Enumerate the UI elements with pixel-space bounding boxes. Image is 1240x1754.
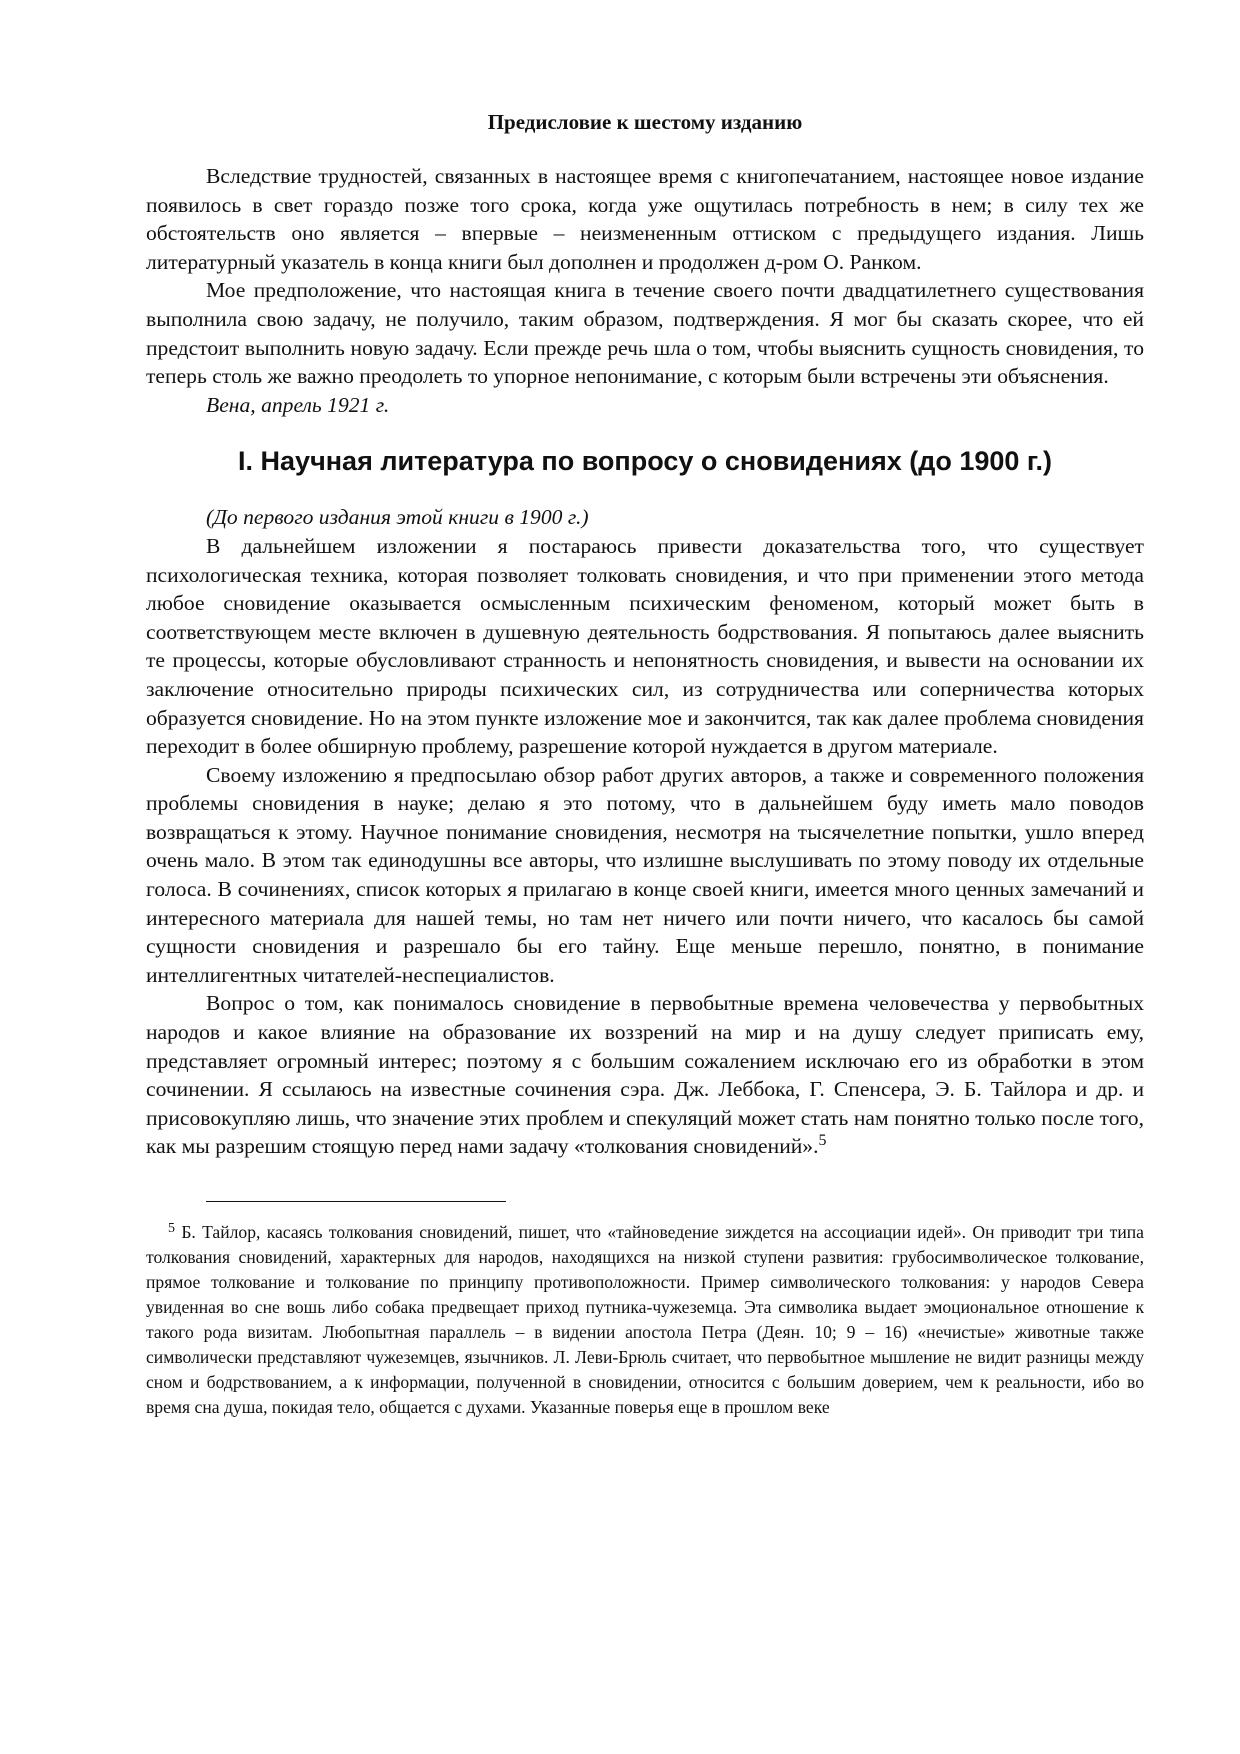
chapter-paragraph-3: [146, 989, 1144, 1161]
footnote-separator: [206, 1201, 506, 1202]
chapter-subtitle: (До первого издания этой книги в 1900 г.): [206, 505, 589, 530]
preface-title: Предисловие к шестому изданию: [487, 110, 803, 134]
preface-date: Вена, апрель 1921 г.: [206, 392, 390, 417]
footnote-text: Б. Тайлор, касаясь толкования сновидений, пишет, что «тайноведение зиждется на ассоциации идей». Он приводит три типа толкования сновидений, характерных для народов, находящихся на низкой ступени развития: грубосимволическое толкование, прямое толкование и толкование по принципу противоположности. Пример символического толкования: у народов Севера увиденная во сне вошь либо собака предвещает приход путника-чужеземца. Эта символика выдает эмоциональное отношение к такого рода визитам. Любопытная параллель – в видении апостола Петра (Деян. 10; 9 – 16) «нечистые» животные также символически представляют чужеземцев, язычников. Л. Леви-Брюль считает, что первобытное мышление не видит разницы между сном и бодрствованием, а к информации, полученной в сновидении, относится с большим доверием, чем к реальности, ибо во время сна душа, покидая тело, общается с духами. Указанные поверья еще в прошлом веке: [146, 1222, 1144, 1417]
preface-paragraph-1: Вследствие трудностей, связанных в настоящее время с книгопечатанием, настоящее новое издание появилось в свет гораздо позже того срока, когда уже ощутилась потребность в нем; в силу тех же обстоятельств оно является – впервые – неизмененным оттиском с предыдущего издания. Лишь литературный указатель в конца книги был дополнен и продолжен д-ром О. Ранком.: [146, 164, 1144, 274]
footnote: [146, 1220, 1144, 1420]
footnote-mark: 5: [168, 1221, 175, 1236]
footnote-reference[interactable]: 5: [818, 1132, 827, 1150]
preface-paragraph-2: Мое предположение, что настоящая книга в течение своего почти двадцатилетнего существования выполнила свою задачу, не получило, таким образом, подтверждения. Я мог бы сказать скорее, что ей предстоит выполнить новую задачу. Если прежде речь шла о том, чтобы выяснить сущность сновидения, то теперь столь же важно преодолеть то упорное непонимание, с которым были встречены эти объяснения.: [146, 278, 1144, 389]
chapter-title: I. Научная литература по вопросу о сновидениях (до 1900 г.): [238, 446, 1052, 477]
document-page: [146, 108, 1144, 1420]
chapter-paragraph-2: Своему изложению я предпосылаю обзор работ других авторов, а также и современного положения проблемы сновидения в науке; делаю я это потому, что в дальнейшем буду иметь мало поводов возвращаться к этому. Научное понимание сновидения, несмотря на тысячелетние попытки, ушло вперед очень мало. В этом так единодушны все авторы, что излишне выслушивать по этому поводу их отдельные голоса. В сочинениях, список которых я прилагаю в конце своей книги, имеется много ценных замечаний и интересного материала для нашей темы, но там нет ничего или почти ничего, что касалось бы самой сущности сновидения и разрешало бы его тайну. Еще меньше перешло, понятно, в понимание интеллигентных читателей-неспециалистов.: [146, 762, 1144, 987]
chapter-paragraph-1: В дальнейшем изложении я постараюсь привести доказательства того, что существует психологическая техника, которая позволяет толковать сновидения, и что при применении этого метода любое сновидение оказывается осмысленным психическим феноменом, который может быть в соответствующем месте включен в душевную деятельность бодрствования. Я попытаюсь далее выяснить те процессы, которые обусловливают странность и непонятность сновидения, и вывести на основании их заключение относительно природы психических сил, из сотрудничества или соперничества которых образуется сновидение. Но на этом пункте изложение мое и закончится, так как далее проблема сновидения переходит в более обширную проблему, разрешение которой нуждается в другом материале.: [146, 533, 1144, 759]
chapter-paragraph-3-text: Вопрос о том, как понималось сновидение в первобытные времена человечества у первобытных народов и какое влияние на образование их воззрений на мир и на душу следует приписать ему, представляет огромный интерес; поэтому я с большим сожалением исключаю его из обработки в этом сочинении. Я ссылаюсь на известные сочинения сэра. Дж. Леббока, Г. Спенсера, Э. Б. Тайлора и др. и присовокупляю лишь, что значение этих проблем и спекуляций может стать нам понятно только после того, как мы разрешим стоящую перед нами задачу «толкования сновидений».: [146, 991, 1144, 1159]
